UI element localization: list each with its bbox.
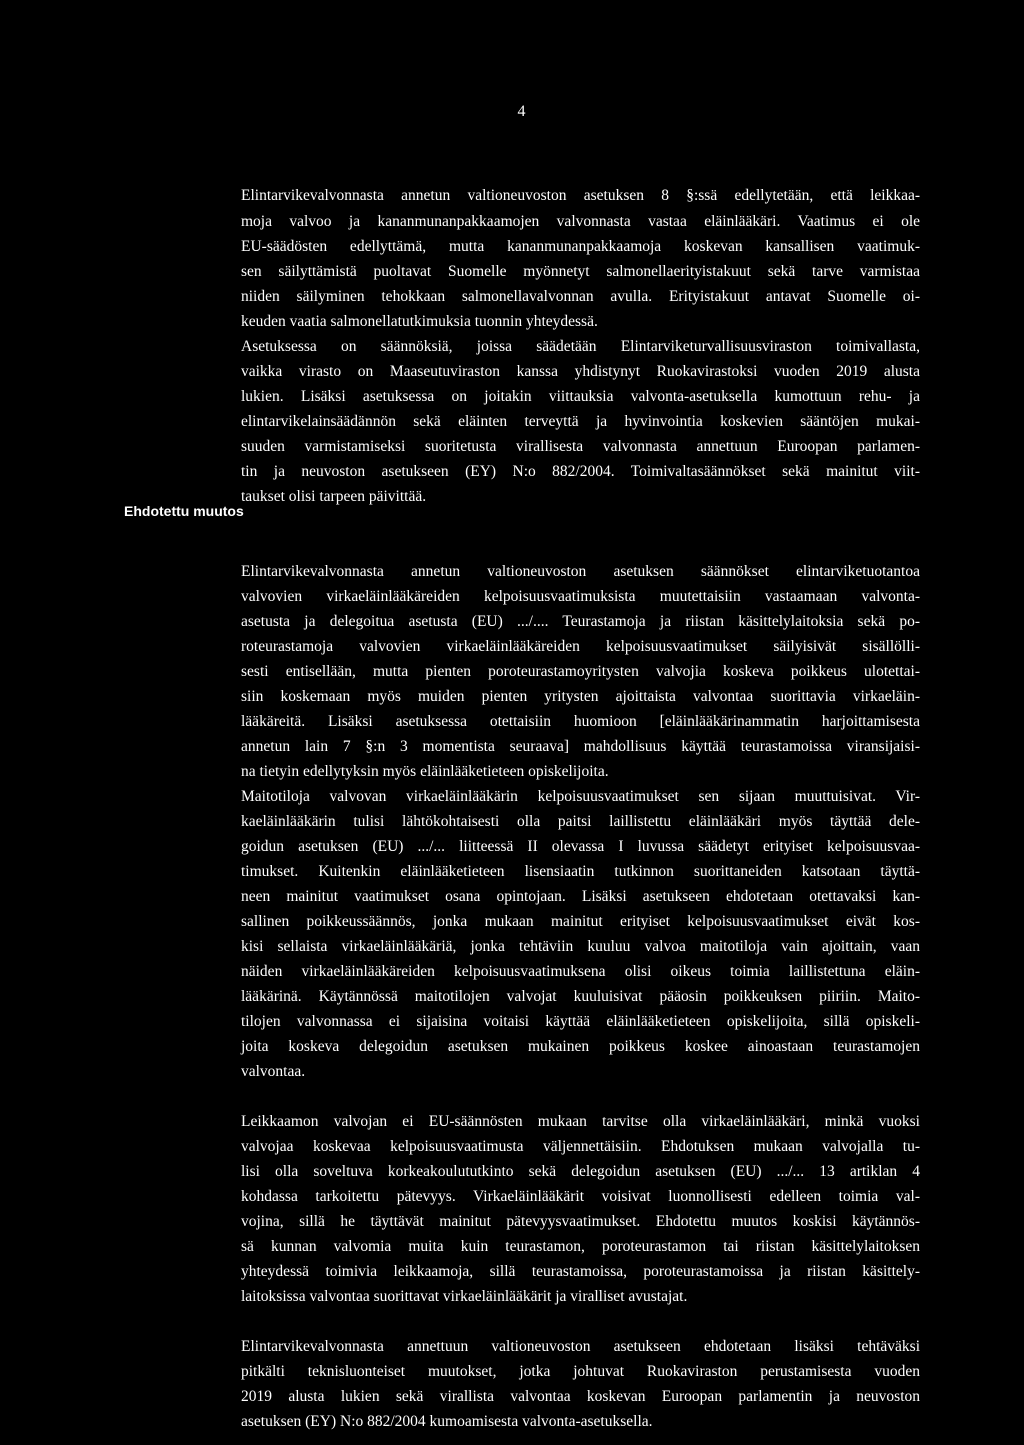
text-line: elintarvikelainsäädännön sekä eläinten terveyttä ja hyvinvointia koskevien sääntöjen mukai- [241,413,920,430]
text-line: vojina, sillä he täyttävät mainitut pätevyysvaatimukset. Ehdotettu muutos koskisi käytännös- [241,1213,920,1230]
text-line: Asetuksessa on säännöksiä, joissa säädetään Elintarviketurvallisuusviraston toimivallasta, [241,338,920,355]
text-line: yhteydessä toimivia leikkaamoja, sillä teurastamoissa, poroteurastamoissa ja riistan käsittely- [241,1263,920,1280]
text-line: sä kunnan valvomia muita kuin teurastamon, poroteurastamon tai riistan käsittelylaitoksen [241,1238,920,1255]
text-line: sallinen poikkeussäännös, jonka mukaan mainitut erityiset kelpoisuusvaatimukset eivät kos- [241,913,920,930]
text-line: Elintarvikevalvonnasta annetun valtioneuvoston asetuksen 8 §:ssä edellytetään, että leikkaa- [241,187,920,204]
text-line: kohdassa tarkoitettu pätevyys. Virkaeläinlääkärit voisivat luonnollisesti edelleen toimia val- [241,1188,920,1205]
side-heading: Ehdotettu muutos [124,503,244,519]
text-line: valvontaa. [241,1063,306,1080]
text-line: goidun asetuksen (EU) .../... liitteessä II olevassa I luvussa säädetyt erityiset kelpoisuusvaa- [241,838,920,855]
text-line: siin koskemaan myös muiden pienten yritysten ajoittaista valvontaa suorittavia virkaeläin- [241,688,920,705]
text-line: Elintarvikevalvonnasta annetun valtioneuvoston asetuksen säännökset elintarviketuotantoa [241,563,920,580]
text-line: neen mainitut vaatimukset osana opintojaan. Lisäksi asetukseen ehdotetaan otettavaksi kan- [241,888,920,905]
text-line: näiden virkaeläinlääkäreiden kelpoisuusvaatimuksena olisi oikeus toimia laillistettuna eläin- [241,963,920,980]
text-line: Elintarvikevalvonnasta annettuun valtioneuvoston asetukseen ehdotetaan lisäksi tehtäväksi [241,1338,920,1355]
text-line: kisi sellaista virkaeläinlääkäriä, jonka tehtäviin kuuluu valvoa maitotiloja vain ajoittain, vaan [241,938,920,955]
text-line: 2019 alusta lukien sekä virallista valvontaa koskevan Euroopan parlamentin ja neuvoston [241,1388,920,1405]
text-line: asetusta ja delegoitua asetusta (EU) .../.... Teurastamoja ja riistan käsittelylaitoksia sekä po- [241,613,920,630]
text-line: sesti entisellään, mutta pienten poroteurastamoyritysten valvojia koskeva poikkeus ulotettai- [241,663,920,680]
text-line: timukset. Kuitenkin eläinlääketieteen lisensiaatin tutkinnon suorittaneiden katsotaan täyttä- [241,863,920,880]
text-line: kaeläinlääkärin tulisi lähtökohtaisesti olla paitsi laillistettu eläinlääkäri myös täyttää dele- [241,813,920,830]
text-line: na tietyin edellytyksin myös eläinlääketieteen opiskelijoita. [241,763,609,780]
text-line: valvojaa koskevaa kelpoisuusvaatimusta väljennettäisiin. Ehdotuksen mukaan valvojalla tu- [241,1138,920,1155]
text-line: asetuksen (EY) N:o 882/2004 kumoamisesta valvonta-asetuksella. [241,1413,653,1430]
text-line: taukset olisi tarpeen päivittää. [241,488,427,505]
text-line: moja valvoo ja kananmunanpakkaamojen valvonnasta vastaa eläinlääkäri. Vaatimus ei ole [241,213,920,230]
text-line: valvovien virkaeläinlääkäreiden kelpoisuusvaatimuksista muutettaisiin vastaamaan valvonta- [241,588,920,605]
text-line: lääkärinä. Käytännössä maitotilojen valvojat kuuluisivat pääosin poikkeuksen piiriin. Maito- [241,988,920,1005]
text-line: annetun lain 7 §:n 3 momentista seuraava] mahdollisuus käyttää teurastamoissa viransijaisi- [241,738,920,755]
page-number: 4 [517,103,526,120]
text-line: laitoksissa valvontaa suorittavat virkaeläinlääkärit ja viralliset avustajat. [241,1288,688,1305]
text-line: keuden vaatia salmonellatutkimuksia tuonnin yhteydessä. [241,313,598,330]
text-line: Maitotiloja valvovan virkaeläinlääkärin kelpoisuusvaatimukset sen sijaan muuttuisivat. Vir- [241,788,920,805]
text-line: tin ja neuvoston asetukseen (EY) N:o 882/2004. Toimivaltasäännökset sekä mainitut viit- [241,463,920,480]
text-line: Leikkaamon valvojan ei EU-säännösten mukaan tarvitse olla virkaeläinlääkäri, minkä vuoksi [241,1113,920,1130]
text-line: vaikka virasto on Maaseutuviraston kanssa yhdistynyt Ruokavirastoksi vuoden 2019 alusta [241,363,920,380]
text-line: pitkälti teknisluonteiset muutokset, jotka johtuvat Ruokaviraston perustamisesta vuoden [241,1363,920,1380]
text-line: sen säilyttämistä puoltavat Suomelle myönnetyt salmonellaerityistakuut sekä tarve varmistaa [241,263,920,280]
text-line: EU-säädösten edellyttämä, mutta kananmunanpakkaamoja koskevan kansallisen vaatimuk- [241,238,920,255]
text-line: joita koskeva delegoidun asetuksen mukainen poikkeus koskee ainoastaan teurastamojen [241,1038,920,1055]
text-line: roteurastamoja valvovien virkaeläinlääkäreiden kelpoisuusvaatimukset säilyisivät sisällölli- [241,638,920,655]
text-line: lukien. Lisäksi asetuksessa on joitakin viittauksia valvonta-asetuksella kumottuun rehu- ja [241,388,920,405]
text-line: niiden säilyminen tehokkaan salmonellavalvonnan avulla. Erityistakuut antavat Suomelle oi- [241,288,920,305]
text-line: lisi olla soveltuva korkeakoulututkinto sekä delegoidun asetuksen (EU) .../... 13 artiklan 4 [241,1163,920,1180]
text-line: lääkäreitä. Lisäksi asetuksessa otettaisiin huomioon [eläinlääkärinammatin harjoittamisesta [241,713,920,730]
text-line: suuden varmistamiseksi suoritetusta virallisesta valvonnasta annettuun Euroopan parlamen- [241,438,920,455]
text-line: tilojen valvonnassa ei sijaisina voitaisi käyttää eläinlääketieteen opiskelijoita, sillä opiskeli- [241,1013,920,1030]
